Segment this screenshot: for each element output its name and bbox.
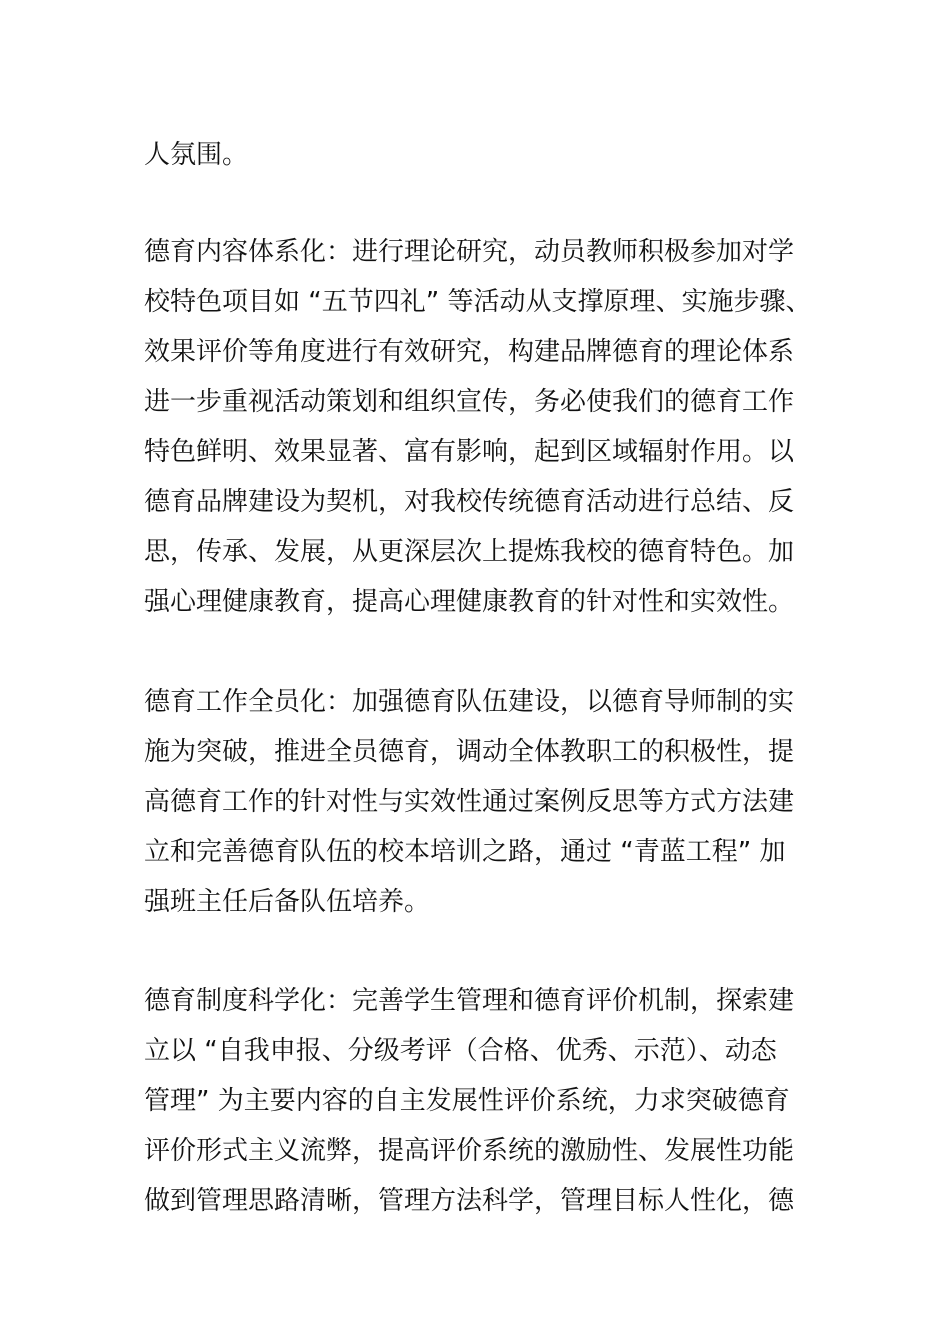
- text-line: 思，传承、发展，从更深层次上提炼我校的德育特色。加: [144, 537, 795, 567]
- text-line: 立和完善德育队伍的校本培训之路，通过 “青蓝工程” 加: [144, 837, 786, 867]
- text-line: 校特色项目如 “五节四礼” 等活动从支撑原理、实施步骤、: [144, 287, 812, 317]
- text-line: 管理” 为主要内容的自主发展性评价系统，力求突破德育: [144, 1086, 790, 1116]
- text-line: 特色鲜明、效果显著、富有影响，起到区域辐射作用。以: [144, 437, 795, 467]
- text-line: 强心理健康教育，提高心理健康教育的针对性和实效性。: [144, 587, 795, 617]
- text-line: 施为突破，推进全员德育，调动全体教职工的积极性，提: [144, 737, 795, 767]
- text-line: 做到管理思路清晰，管理方法科学，管理目标人性化，德: [144, 1186, 795, 1216]
- paragraph-all-staff: [144, 684, 814, 934]
- text-line: 评价形式主义流弊，提高评价系统的激励性、发展性功能: [144, 1136, 795, 1166]
- text-line: 立以 “自我申报、分级考评（合格、优秀、示范）、动态: [144, 1036, 777, 1066]
- paragraph-system-science: [144, 983, 814, 1233]
- text-line: 德育制度科学化：完善学生管理和德育评价机制，探索建: [144, 986, 795, 1016]
- text-line: 强班主任后备队伍培养。: [144, 887, 431, 917]
- text-line: 进一步重视活动策划和组织宣传，务必使我们的德育工作: [144, 387, 795, 417]
- paragraph-continuation: [144, 137, 814, 187]
- paragraph-content-systematization: [144, 234, 814, 634]
- text-line: 人氛围。: [144, 140, 249, 170]
- text-line: 德育工作全员化：加强德育队伍建设，以德育导师制的实: [144, 687, 795, 717]
- text-line: 高德育工作的针对性与实效性通过案例反思等方式方法建: [144, 787, 795, 817]
- text-line: 效果评价等角度进行有效研究，构建品牌德育的理论体系: [144, 337, 795, 367]
- text-line: 德育内容体系化：进行理论研究，动员教师积极参加对学: [144, 237, 795, 267]
- text-line: 德育品牌建设为契机，对我校传统德育活动进行总结、反: [144, 487, 795, 517]
